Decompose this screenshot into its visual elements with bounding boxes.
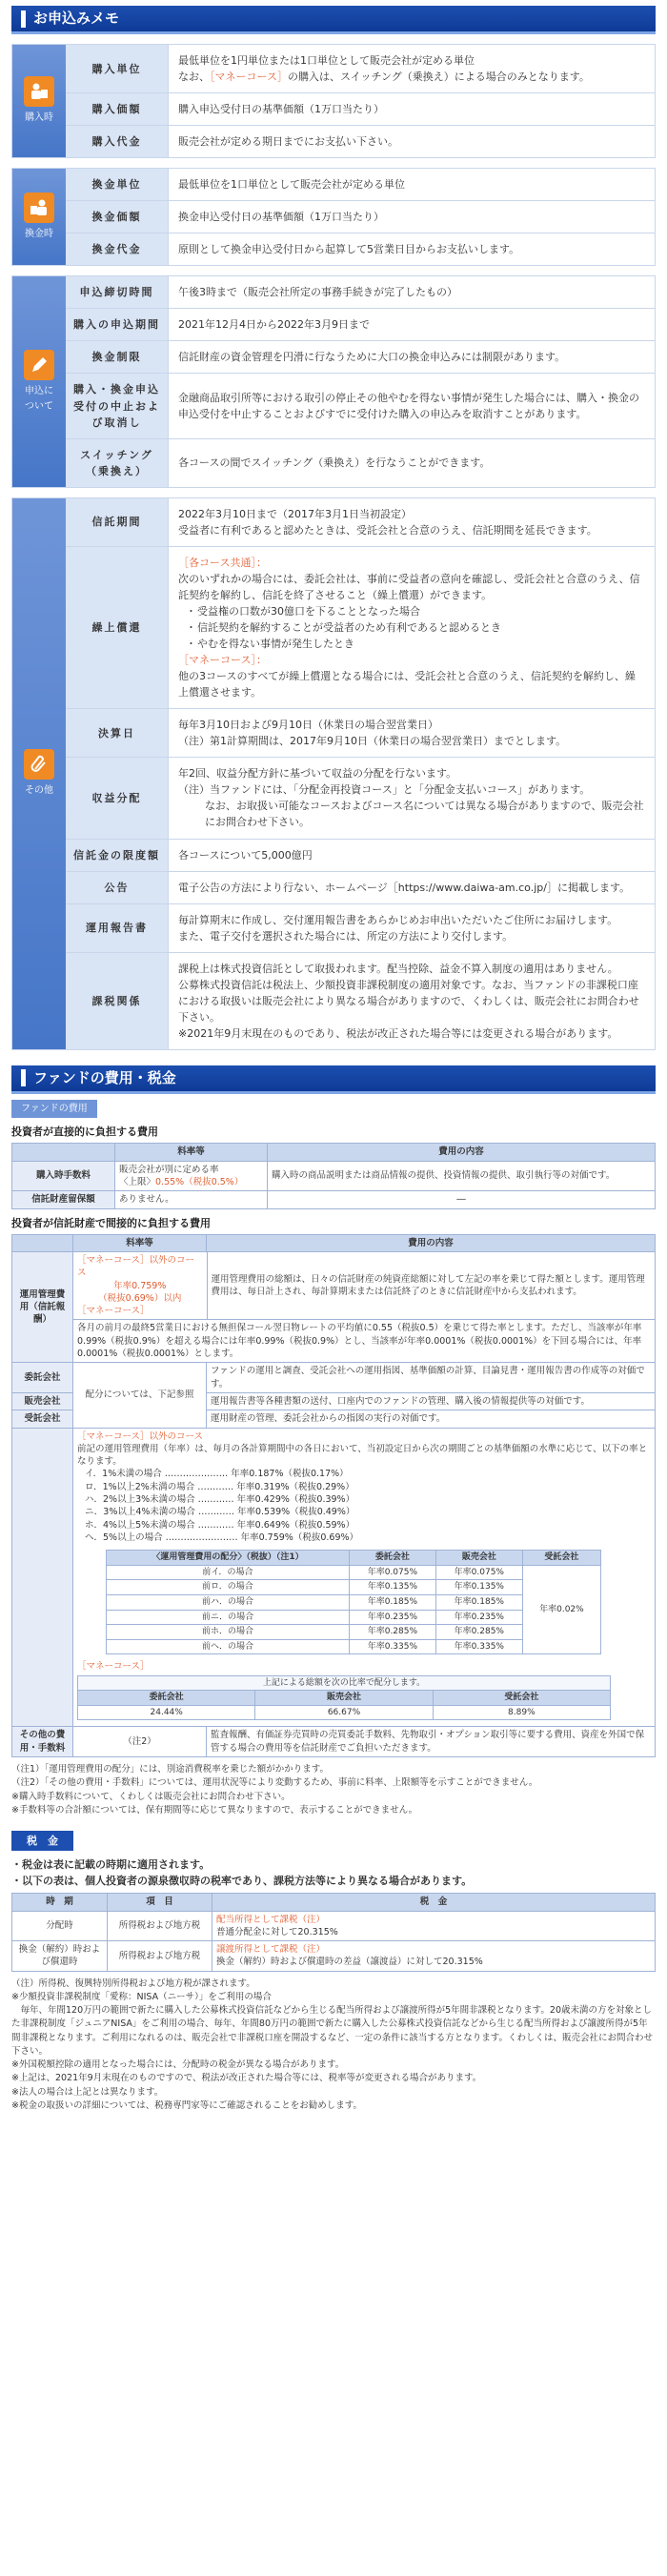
note-line: ※少額投資非課税制度「愛称：NISA（ニーサ）」をご利用の場合 [11, 1991, 272, 2002]
row-text: なお、 [178, 71, 210, 84]
period-row [66, 309, 655, 341]
notice-row [66, 872, 655, 904]
table-row [12, 1191, 656, 1208]
col-header: 〈運用管理費用の配分〉（税抜）（注1） [107, 1551, 350, 1566]
purchase-unit-row [66, 45, 655, 93]
cell: 年率0.335% [349, 1639, 435, 1654]
cell: 前ハ．の場合 [107, 1595, 350, 1611]
cell: 年率0.185% [435, 1595, 522, 1611]
table-row [12, 1428, 656, 1727]
note-line: ※税金の取扱いの詳細については、税務専門家等にご確認されることをお勧めします。 [11, 2099, 363, 2111]
cell: 0.55%（税抜0.5%） [155, 1177, 244, 1188]
row-label: 換金単位 [66, 169, 169, 200]
row-text: 毎年3月10日および9月10日（休業日の場合翌営業日） [178, 719, 438, 732]
report-row [66, 904, 655, 953]
restriction-row [66, 341, 655, 374]
col-header: 受託会社 [522, 1551, 600, 1566]
row-label: 信託金の限度額 [66, 840, 169, 871]
cell: （税抜0.69%）以内 [98, 1292, 182, 1304]
money-split-table [77, 1675, 611, 1721]
note-line: （注2）「その他の費用・手数料」については、運用状況等により変動するため、事前に料率、上限額等を示すことができません。 [11, 1777, 538, 1789]
row-label: 収益分配 [66, 758, 169, 838]
table-row [12, 1911, 656, 1941]
list-item: ・ やむを得ない事情が発生したとき [188, 636, 645, 652]
tier-item: ニ．3%以上4%未満の場合 ………… 年率0.539%（税抜0.49%） [85, 1507, 355, 1518]
application-category [12, 276, 66, 486]
col-header: 料率等 [73, 1234, 207, 1251]
cell: 配分については、下記参照 [73, 1363, 207, 1428]
purchase-price-row [66, 93, 655, 126]
row-label: 委託会社 [12, 1363, 73, 1393]
purchase-block [11, 44, 656, 158]
cell: 24.44% [78, 1705, 255, 1720]
row-label: 販売会社 [12, 1392, 73, 1410]
list-item: ・ 信託契約を解約することが受益者のため有利であると認めるとき [188, 619, 645, 636]
cell: 年率0.285% [435, 1625, 522, 1640]
row-label: 公告 [66, 872, 169, 903]
cell: 年率0.759% [113, 1280, 167, 1291]
col-header: 委託会社 [78, 1691, 255, 1706]
cell: 66.67% [255, 1705, 433, 1720]
row-label: 信託財産留保額 [12, 1191, 115, 1208]
application-category-label: ついて [25, 400, 53, 412]
row-text: の購入は、スイッチング（乗換え）による場合のみとなります。 [287, 71, 590, 84]
row-text: 購入申込受付日の基準価額（1万口当たり） [178, 103, 384, 116]
clip-icon [24, 749, 54, 780]
application-block [11, 275, 656, 487]
row-label: 繰上償還 [66, 547, 169, 708]
table-row [107, 1565, 601, 1580]
cell: ［マネーコース］ [77, 1661, 150, 1673]
row-label: 課税関係 [66, 953, 169, 1049]
note-line: ※上記は、2021年9月末現在のものですので、税法が改正された場合等には、税率等が変更される場合があります。 [11, 2073, 482, 2084]
note-line: 毎年、年間120万円の範囲で新たに購入した公募株式投資信託などから生じる配当所得および譲渡所得が5年間非課税となります。20歳未満の方を対象とした非課税制度「ジュニアNISA」をご利用の場合、毎年、年間80万円の範囲で新たに購入した公募株式投資信託などから生じる配当所得および譲渡所得が5年間非課税となります。ご利用になれるのは、販売会社で非課税口座を開設するなど、一定の条件に該当する方となります。くわしくは、販売会社にお問合わせ下さい。 [11, 2005, 653, 2057]
row-text: 信託財産の資金管理を円滑に行なうために大口の換金申込みには制限があります。 [178, 351, 566, 364]
cell: ありません。 [115, 1191, 268, 1208]
row-text: 2022年3月10日まで（2017年3月1日当初設定） [178, 507, 412, 520]
other-category [12, 498, 66, 1049]
row-text: 各コースについて5,000億円 [178, 848, 313, 862]
row-label: 申込締切時間 [66, 276, 169, 308]
row-label: 購入価額 [66, 93, 169, 125]
table-row [12, 1941, 656, 1972]
cell: 年率0.135% [435, 1580, 522, 1595]
row-text: 最低単位を1円単位または1口単位として販売会社が定める単位 [178, 54, 475, 67]
settlement-row [66, 709, 655, 758]
cell: 各月の前月の最終5営業日における無担保コール翌日物レートの平均値に0.55（税抜0.5）を乗じて得た率とします。ただし、当該率が年率0.99%（税抜0.9%）を超える場合には年率0.99%（税抜0.9%）とし、当該率が年率0.0001%（税抜0.0001%）を下回る場合には、年率0.0001%（税抜0.0001%）とします。 [73, 1320, 655, 1362]
row-label: 換金価額 [66, 201, 169, 233]
col-header: 費用の内容 [268, 1144, 656, 1161]
tier-item: ロ．1%以上2%未満の場合 ………… 年率0.319%（税抜0.29%） [85, 1481, 354, 1492]
cell: 購入時の商品説明または商品情報の提供、投資情報の提供、取引執行等の対価です。 [268, 1161, 656, 1191]
col-header: 販売会社 [255, 1691, 433, 1706]
cell: 前ホ．の場合 [107, 1625, 350, 1640]
col-header: 税 金 [212, 1894, 656, 1911]
tax-bullet: ・以下の表は、個人投資者の源泉徴収時の税率であり、課税方法等により異なる場合があります。 [11, 1875, 473, 1888]
switching-row [66, 439, 655, 487]
row-text: 金融商品取引所等における取引の停止その他やむを得ない事情が発生した場合には、購入・換金の申込受付を中止することおよびすでに受付けた購入の申込みを取消すことがあります。 [178, 391, 639, 421]
row-label: 運用管理費用（信託報酬） [12, 1252, 73, 1363]
purchase-icon [24, 76, 54, 107]
cell: 年率0.02% [522, 1565, 600, 1654]
row-label: 購入代金 [66, 126, 169, 157]
cell: 年率0.285% [349, 1625, 435, 1640]
cell: 前ヘ．の場合 [107, 1639, 350, 1654]
cell: 前ロ．の場合 [107, 1580, 350, 1595]
all-courses-heading: ［各コース共通］： [178, 556, 267, 569]
cell: 年率0.135% [349, 1580, 435, 1595]
cell: （注2） [73, 1727, 207, 1757]
row-text: 毎計算期末に作成し、交付運用報告書をあらかじめお申出いただいたご住所にお届けします。 [178, 913, 618, 926]
row-text: 換金申込受付日の基準価額（1万口当たり） [178, 211, 384, 224]
row-text: 年2回、収益分配方針に基づいて収益の分配を行ないます。 [178, 767, 457, 781]
cell: 上記による総額を次の比率で配分します。 [78, 1675, 611, 1691]
note-line: ※購入時手数料について、くわしくは販売会社にお問合わせ下さい。 [11, 1791, 291, 1802]
tier-item: ハ．2%以上3%未満の場合 ………… 年率0.429%（税抜0.39%） [85, 1494, 355, 1506]
cell: ファンドの運用と調査、受託会社への運用指図、基準価額の計算、目論見書・運用報告書の作成等の対価です。 [207, 1363, 656, 1393]
exchange-icon [24, 193, 54, 223]
cell: 前イ．の場合 [107, 1565, 350, 1580]
note-line: （注1）「運用管理費用の配分」には、別途消費税率を乗じた額がかかります。 [11, 1764, 330, 1775]
row-text: 次のいずれかの場合には、委託会社は、事前に受益者の意向を確認し、受託会社と合意のうえ、信託契約を解約し、信託を終了させること（繰上償還）ができます。 [178, 572, 640, 601]
cell: 換金（解約）時および償還時の差益（譲渡益）に対して20.315% [216, 1957, 483, 1968]
tax-table [11, 1893, 656, 1971]
row-text: 原則として換金申込受付日から起算して5営業日目からお支払いします。 [178, 243, 520, 256]
row-text: 2021年12月4日から2022年3月9日まで [178, 318, 370, 332]
cell: 運用財産の管理、委託会社からの指図の実行の対価です。 [207, 1410, 656, 1428]
cell: 換金（解約）時および償還時 [12, 1941, 108, 1972]
cell: 譲渡所得として課税（注） [216, 1944, 326, 1956]
cell: 分配時 [12, 1911, 108, 1941]
trust-period-row [66, 498, 655, 547]
cell: 運用管理費用の総額は、日々の信託財産の純資産総額に対して左記の率を乗じて得た額とします。運用管理費用は、毎日計上され、毎計算期末または信託終了のときに信託財産中から支払われます。 [211, 1273, 645, 1298]
row-text: 受益者に有利であると認めたときは、受託会社と合意のうえ、信託期間を延長できます。 [178, 523, 597, 537]
indirect-heading: 投資者が信託財産で間接的に負担する費用 [11, 1216, 211, 1229]
row-label: 購入時手数料 [12, 1161, 115, 1191]
exchange-unit-row [66, 169, 655, 201]
money-course-heading: ［マネーコース］： [178, 654, 267, 667]
cell: 運用報告書等各種書類の送付、口座内でのファンドの管理、購入後の情報提供等の対価です。 [207, 1392, 656, 1410]
cell: 監査報酬、有価証券売買時の売買委託手数料、先物取引・オプション取引等に要する費用、資産を外国で保管する場合の費用等を信託財産でご負担いただきます。 [207, 1727, 656, 1757]
row-text: 電子公告の方法により行ない、ホームページ［https://www.daiwa-am.co.jp/］に掲載します。 [178, 881, 631, 894]
cell: ［マネーコース］以外のコース [77, 1430, 204, 1442]
tier-item: ホ．4%以上5%未満の場合 ………… 年率0.649%（税抜0.59%） [85, 1519, 355, 1531]
note-line: ※手数料等の合計額については、保有期間等に応じて異なりますので、表示することができません。 [11, 1804, 418, 1815]
col-header: 委託会社 [349, 1551, 435, 1566]
split-table [106, 1550, 601, 1654]
row-label: 決算日 [66, 709, 169, 757]
purchase-payment-row [66, 126, 655, 157]
fees-tag: ファンドの費用 [11, 1100, 97, 1119]
col-header: 受託会社 [433, 1691, 610, 1706]
row-text: 販売会社が定める期日までにお支払い下さい。 [178, 135, 398, 149]
row-label: その他の費用・手数料 [12, 1727, 73, 1757]
note-line: ※外国税額控除の適用となった場合には、分配時の税金が異なる場合があります。 [11, 2059, 345, 2071]
row-text: ※2021年9月末現在のものであり、税法が改正された場合等には変更される場合があります。 [178, 1026, 618, 1040]
cell: 年率0.235% [435, 1610, 522, 1625]
cell: 年率0.235% [349, 1610, 435, 1625]
exchange-payment-row [66, 233, 655, 265]
col-header: 時 期 [12, 1894, 108, 1911]
cell: 年率0.075% [435, 1565, 522, 1580]
cell: 前ニ．の場合 [107, 1610, 350, 1625]
tax-bullet: ・税金は表に記載の時期に適用されます。 [11, 1858, 211, 1872]
cell: 販売会社が別に定める率 [119, 1164, 219, 1175]
cell: 普通分配金に対して20.315% [216, 1926, 338, 1937]
row-text: 公募株式投資信託は税法上、少額投資非課税制度の適用対象です。なお、当ファンドの非課税口座における取扱いは販売会社により異なる場合がありますので、くわしくは、販売会社にお問合わせ下さい。 [178, 978, 639, 1024]
note-line: （注）所得税、復興特別所得税および地方税が課されます。 [11, 1978, 255, 1989]
row-text: （注）第1計算期間は、2017年9月10日（休業日の場合翌営業日）までとします。 [178, 735, 567, 748]
money-course-label: ［マネーコース］ [210, 71, 288, 84]
direct-fee-table [11, 1143, 656, 1208]
purchase-category [12, 45, 66, 157]
cell: 前記の運用管理費用（年率）は、毎月の各計算期間中の各日において、当初設定日から次の期間ごとの基準価額の水準に応じて、以下の率となります。 [77, 1443, 648, 1468]
table-row [12, 1363, 656, 1393]
cell: 所得税および地方税 [108, 1911, 212, 1941]
indirect-fee-table [11, 1234, 656, 1757]
cell: 8.89% [433, 1705, 610, 1720]
application-category-label: 申込に [25, 386, 53, 397]
row-text: なお、お取扱い可能なコースおよびコース名については異なる場合がありますので、販売会社にお問合わせ下さい。 [205, 800, 644, 829]
taxation-row [66, 953, 655, 1049]
exchange-block [11, 168, 656, 266]
row-label: 購入単位 [66, 45, 169, 92]
cell: 配当所得として課税（注） [216, 1914, 326, 1925]
row-label: スイッチング（乗換え） [66, 439, 169, 487]
row-text: 他の3コースのすべてが繰上償還となる場合には、受託会社と合意のうえ、信託契約を解約し、繰上償還させます。 [178, 670, 636, 700]
direct-heading: 投資者が直接的に負担する費用 [11, 1126, 158, 1139]
cell: 所得税および地方税 [108, 1941, 212, 1972]
cell: 年率0.335% [435, 1639, 522, 1654]
row-label: 換金制限 [66, 341, 169, 373]
exchange-price-row [66, 201, 655, 233]
row-label: 購入の申込期間 [66, 309, 169, 340]
row-text: （注）当ファンドには、「分配金再投資コース」と「分配金支払いコース」があります。 [178, 783, 591, 797]
col-header: 料率等 [115, 1144, 268, 1161]
distribution-row [66, 758, 655, 839]
list-item: ・ 受益権の口数が30億口を下ることとなった場合 [188, 603, 645, 619]
early-redemption-row [66, 547, 655, 709]
row-label: 購入・換金申込受付の中止および取消し [66, 374, 169, 437]
other-block [11, 497, 656, 1050]
table-row [12, 1727, 656, 1757]
limit-row [66, 840, 655, 872]
row-label: 換金代金 [66, 233, 169, 265]
deadline-row [66, 276, 655, 309]
cell: ［マネーコース］以外のコース [77, 1255, 195, 1279]
tier-item: ヘ．5%以上の場合 …………………… 年率0.759%（税抜0.69%） [85, 1531, 359, 1543]
col-header: 費用の内容 [207, 1234, 656, 1251]
memo-section-title: お申込みメモ [11, 6, 656, 34]
cell: 年率0.075% [349, 1565, 435, 1580]
tier-item: イ．1%未満の場合 ………………… 年率0.187%（税抜0.17%） [85, 1469, 349, 1480]
row-text: 午後3時まで（販売会社所定の事務手続きが完了したもの） [178, 286, 457, 299]
table-row [12, 1252, 656, 1363]
row-label: 信託期間 [66, 498, 169, 546]
other-category-label: その他 [25, 785, 53, 797]
row-label: 受託会社 [12, 1410, 73, 1428]
pen-icon [24, 350, 54, 380]
cell: 年率0.185% [349, 1595, 435, 1611]
cell: ［マネーコース］ [77, 1306, 150, 1317]
note-line: ※法人の場合は上記とは異なります。 [11, 2086, 164, 2098]
row-text: 最低単位を1口単位として販売会社が定める単位 [178, 178, 405, 192]
purchase-category-label: 購入時 [25, 112, 53, 124]
cell: 〈上限〉 [119, 1177, 156, 1188]
col-header: 販売会社 [435, 1551, 522, 1566]
suspension-row [66, 374, 655, 438]
row-text: また、電子交付を選択された場合には、所定の方法により交付します。 [178, 929, 514, 943]
table-row [12, 1161, 656, 1191]
row-text: 課税上は株式投資信託として取扱われます。配当控除、益金不算入制度の適用はありません。 [178, 962, 618, 975]
exchange-category [12, 169, 66, 265]
row-text: 各コースの間でスイッチング（乗換え）を行なうことができます。 [178, 456, 491, 470]
fees-section-title: ファンドの費用・税金 [11, 1065, 656, 1094]
tax-tag: 税 金 [11, 1831, 73, 1851]
row-label: 運用報告書 [66, 904, 169, 952]
col-header: 項 目 [108, 1894, 212, 1911]
cell: ― [268, 1191, 656, 1208]
exchange-category-label: 換金時 [25, 229, 53, 239]
